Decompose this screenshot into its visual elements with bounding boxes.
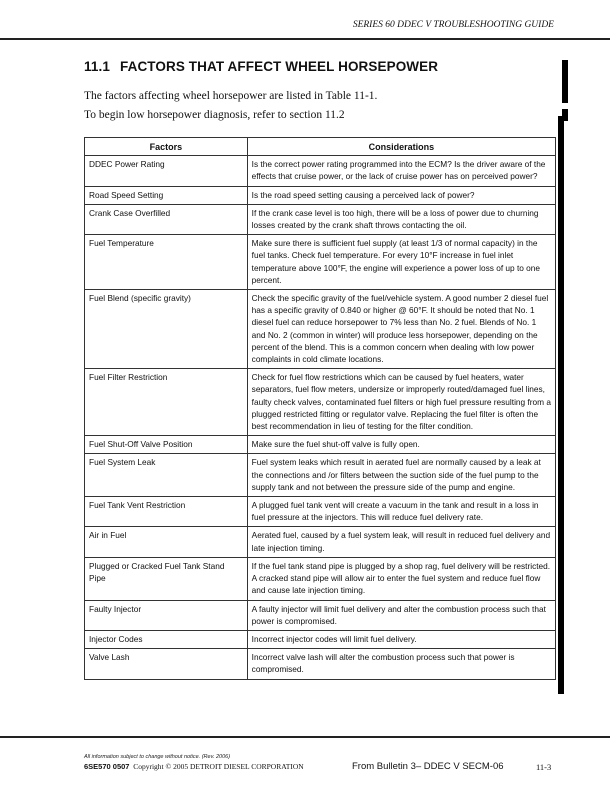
factor-cell: Valve Lash (85, 649, 248, 679)
consideration-cell: Check the specific gravity of the fuel/vehicle system. A good number 2 diesel fuel has a specific gravity of 0.840 or higher @ 60°F. It should be noted that No. 1 diesel fuel can reduce horsepower to 7% less than No. 2 fuel. Blends of No. 1 and No. 2 (common in winter) will produce less horsepower, depending on the percent of the blend. This is a common concern when dealing with low power complaints in cold climate locations. (247, 290, 555, 369)
table-row (85, 204, 556, 234)
table-body (85, 156, 556, 679)
factor-cell: Fuel Filter Restriction (85, 369, 248, 436)
table-row (85, 454, 556, 497)
document-code: 6SE570 0507 (84, 762, 130, 771)
table-row (85, 527, 556, 557)
factor-cell: Road Speed Setting (85, 186, 248, 204)
factor-cell: Faulty Injector (85, 600, 248, 630)
factor-cell: Fuel Tank Vent Restriction (85, 497, 248, 527)
consideration-cell: Aerated fuel, caused by a fuel system leak, will result in reduced fuel delivery and late injection timing. (247, 527, 555, 557)
running-header-title: SERIES 60 DDEC V TROUBLESHOOTING GUIDE (352, 20, 554, 30)
table-row (85, 369, 556, 436)
header-rule (0, 38, 610, 40)
change-bar (562, 60, 568, 103)
consideration-cell: Incorrect valve lash will alter the combustion process such that power is compromised. (247, 649, 555, 679)
table-row (85, 436, 556, 454)
section-heading (84, 59, 438, 74)
section-title: FACTORS THAT AFFECT WHEEL HORSEPOWER (120, 59, 439, 74)
consideration-cell: A faulty injector will limit fuel delivery and alter the combustion process such that power is compromised. (247, 600, 555, 630)
bulletin-reference: From Bulletin 3– DDEC V SECM-06 (352, 761, 504, 772)
consideration-cell: Make sure the fuel shut-off valve is fully open. (247, 436, 555, 454)
factor-cell: Fuel System Leak (85, 454, 248, 497)
footer-rule (0, 736, 610, 738)
consideration-cell: If the fuel tank stand pipe is plugged by a shop rag, fuel delivery will be restricted. A cracked stand pipe will allow air to enter the fuel system and reduce fuel flow and cause late injection timing. (247, 557, 555, 600)
table-row (85, 630, 556, 648)
change-bar (558, 116, 564, 694)
consideration-cell: Check for fuel flow restrictions which can be caused by fuel heaters, water separators, fuel flow meters, undersize or improperly routed/damaged fuel lines, faulty check valves, contaminated fuel filters or high fuel pressure resulting from a plugged restricted fitting or regulator valve. Replacing the fuel filter is often the best recommendation in lieu of testing for the filter condition. (247, 369, 555, 436)
factor-cell: Crank Case Overfilled (85, 204, 248, 234)
factor-cell: Fuel Temperature (85, 235, 248, 290)
factor-cell: Air in Fuel (85, 527, 248, 557)
consideration-cell: Is the correct power rating programmed into the ECM? Is the driver aware of the effects that cruise power, or the lack of cruise power has on perceived power? (247, 156, 555, 186)
factor-cell: Plugged or Cracked Fuel Tank Stand Pipe (85, 557, 248, 600)
table-header-row (85, 138, 556, 156)
copyright: Copyright © 2005 DETROIT DIESEL CORPORATION (133, 762, 304, 771)
consideration-cell: Make sure there is sufficient fuel supply (at least 1/3 of normal capacity) in the fuel tanks. Check fuel temperature. For every 10°F increase in fuel inlet temperature above 100°F, the engine will experience a power loss of up to one percent. (247, 235, 555, 290)
factors-table (84, 137, 556, 680)
consideration-cell: A plugged fuel tank vent will create a vacuum in the tank and result in a loss in fuel pressure at the injectors. This will reduce fuel delivery rate. (247, 497, 555, 527)
consideration-cell: Is the road speed setting causing a perceived lack of power? (247, 186, 555, 204)
table-row (85, 186, 556, 204)
table-row (85, 557, 556, 600)
intro-paragraph: To begin low horsepower diagnosis, refer to section 11.2 (84, 109, 345, 121)
footer-copyright-line (84, 762, 304, 771)
intro-paragraph: The factors affecting wheel horsepower are listed in Table 11-1. (84, 90, 378, 102)
consideration-cell: If the crank case level is too high, there will be a loss of power due to churning losses created by the crank shaft throws contacting the oil. (247, 204, 555, 234)
table-row (85, 600, 556, 630)
factor-cell: DDEC Power Rating (85, 156, 248, 186)
factor-cell: Injector Codes (85, 630, 248, 648)
table-row (85, 497, 556, 527)
table-row (85, 235, 556, 290)
consideration-cell: Incorrect injector codes will limit fuel delivery. (247, 630, 555, 648)
table-row (85, 649, 556, 679)
table-row (85, 290, 556, 369)
section-number: 11.1 (84, 59, 110, 74)
column-header-factors: Factors (85, 138, 248, 156)
consideration-cell: Fuel system leaks which result in aerated fuel are normally caused by a leak at the connections and /or filters between the suction side of the fuel pump to the supply tank and not between the pressure side of the pump and engine. (247, 454, 555, 497)
page-number: 11-3 (536, 762, 552, 772)
table-row (85, 156, 556, 186)
column-header-considerations: Considerations (247, 138, 555, 156)
footer-notice: All information subject to change without notice. (Rev. 2006) (84, 754, 231, 760)
factor-cell: Fuel Shut-Off Valve Position (85, 436, 248, 454)
factor-cell: Fuel Blend (specific gravity) (85, 290, 248, 369)
